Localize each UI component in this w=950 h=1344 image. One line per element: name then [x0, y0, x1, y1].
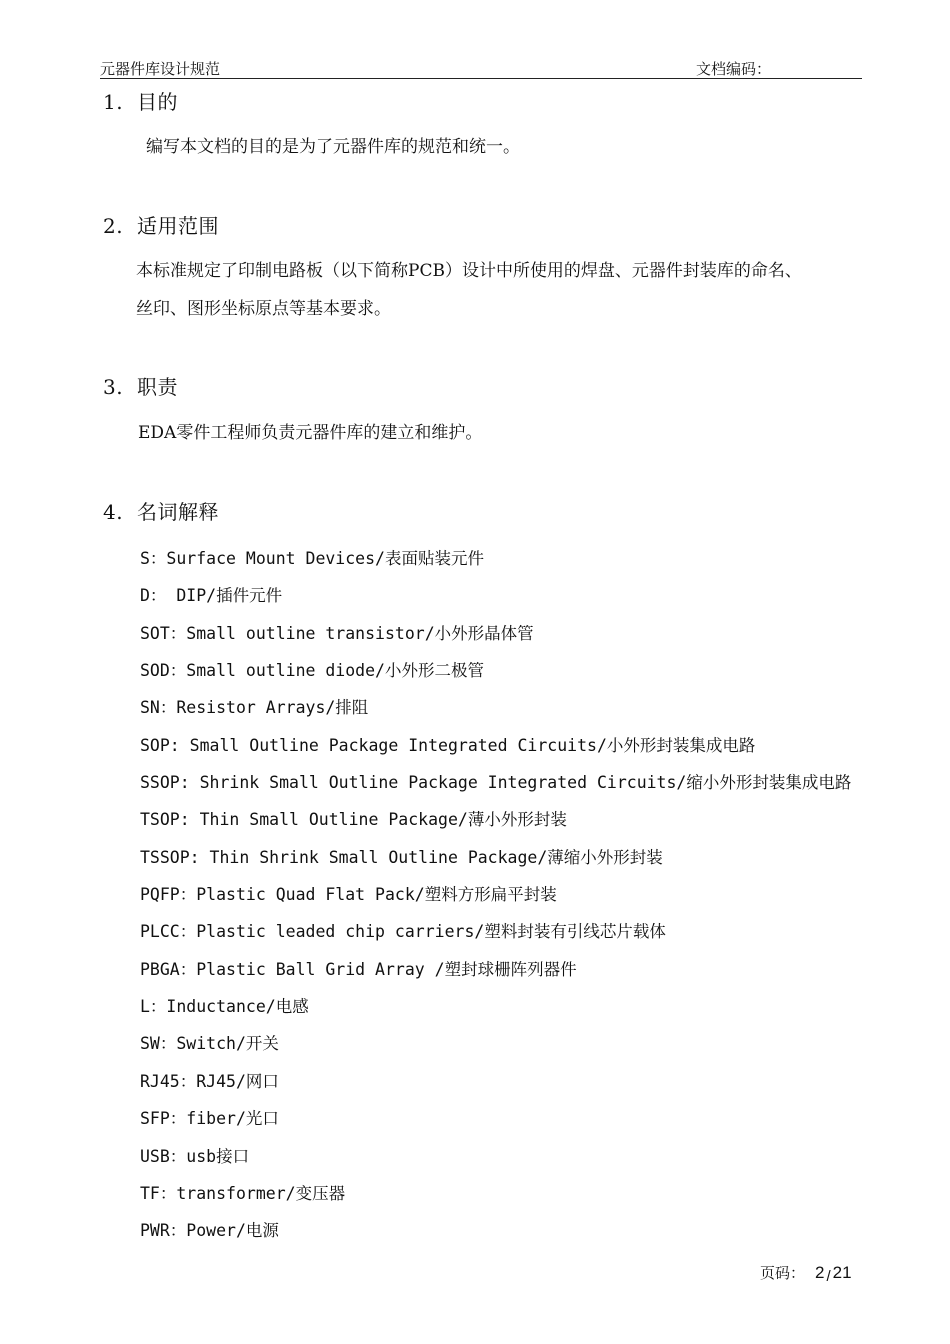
definition-item: SFP：fiber/光口 [140, 1109, 279, 1129]
definition-item: TF：transformer/变压器 [140, 1183, 346, 1203]
paragraph-line: 丝印、图形坐标原点等基本要求。 [136, 299, 391, 319]
definition-item: SSOP: Shrink Small Outline Package Integrated Circuits/缩小外形封装集成电路 [140, 773, 852, 793]
definition-item: SN：Resistor Arrays/排阻 [140, 698, 369, 718]
page-number-label: 页码： [760, 1264, 806, 1282]
paragraph-line: EDA零件工程师负责元器件库的建立和维护。 [138, 423, 483, 443]
definition-item: PLCC：Plastic leaded chip carriers/塑料封装有引线芯片载体 [140, 922, 666, 942]
section-title: 目的 [137, 90, 178, 114]
section-body-2 [136, 252, 866, 328]
definition-item: TSOP: Thin Small Outline Package/薄小外形封装 [140, 810, 567, 830]
section-title: 职责 [137, 375, 178, 399]
section-number: 3. [103, 375, 124, 399]
definitions-list [140, 540, 851, 1250]
definition-item: USB：usb接口 [140, 1146, 250, 1166]
definition-item: SW：Switch/开关 [140, 1034, 279, 1054]
definition-item: SOT：Small outline transistor/小外形晶体管 [140, 623, 534, 643]
definition-item: TSSOP: Thin Shrink Small Outline Package/薄缩小外形封装 [140, 847, 663, 867]
section-number: 4. [103, 500, 124, 524]
definition-item: D： DIP/插件元件 [140, 586, 283, 606]
current-page: 2 [815, 1263, 825, 1282]
definition-item: RJ45：RJ45/网口 [140, 1071, 279, 1091]
section-body-1 [146, 128, 876, 166]
definition-item: PWR：Power/电源 [140, 1221, 279, 1241]
page-separator: / [826, 1268, 831, 1285]
paragraph-line: 编写本文档的目的是为了元器件库的规范和统一。 [146, 137, 520, 157]
section-heading-2 [103, 214, 219, 238]
section-title: 名词解释 [137, 500, 219, 524]
section-heading-1 [103, 90, 178, 114]
page-header [100, 56, 862, 79]
doc-code-label: 文档编码： [696, 60, 772, 78]
total-pages: 21 [832, 1263, 852, 1282]
section-title: 适用范围 [137, 214, 219, 238]
paragraph-line: 本标准规定了印制电路板（以下简称PCB）设计中所使用的焊盘、元器件封装库的命名、 [136, 261, 802, 281]
page-footer [760, 1262, 852, 1283]
definition-item: PQFP：Plastic Quad Flat Pack/塑料方形扁平封装 [140, 885, 557, 905]
definition-item: S：Surface Mount Devices/表面贴装元件 [140, 549, 484, 568]
section-body-3 [138, 414, 868, 452]
section-number: 1. [103, 90, 124, 114]
definition-item: PBGA：Plastic Ball Grid Array /塑封球栅阵列器件 [140, 959, 577, 979]
definition-item: SOP: Small Outline Package Integrated Circuits/小外形封装集成电路 [140, 735, 756, 755]
definition-item: L：Inductance/电感 [140, 997, 309, 1017]
definition-item: SOD：Small outline diode/小外形二极管 [140, 661, 484, 681]
section-heading-3 [103, 375, 178, 399]
section-number: 2. [103, 214, 124, 238]
section-heading-4 [103, 500, 219, 524]
doc-title: 元器件库设计规范 [100, 60, 221, 78]
